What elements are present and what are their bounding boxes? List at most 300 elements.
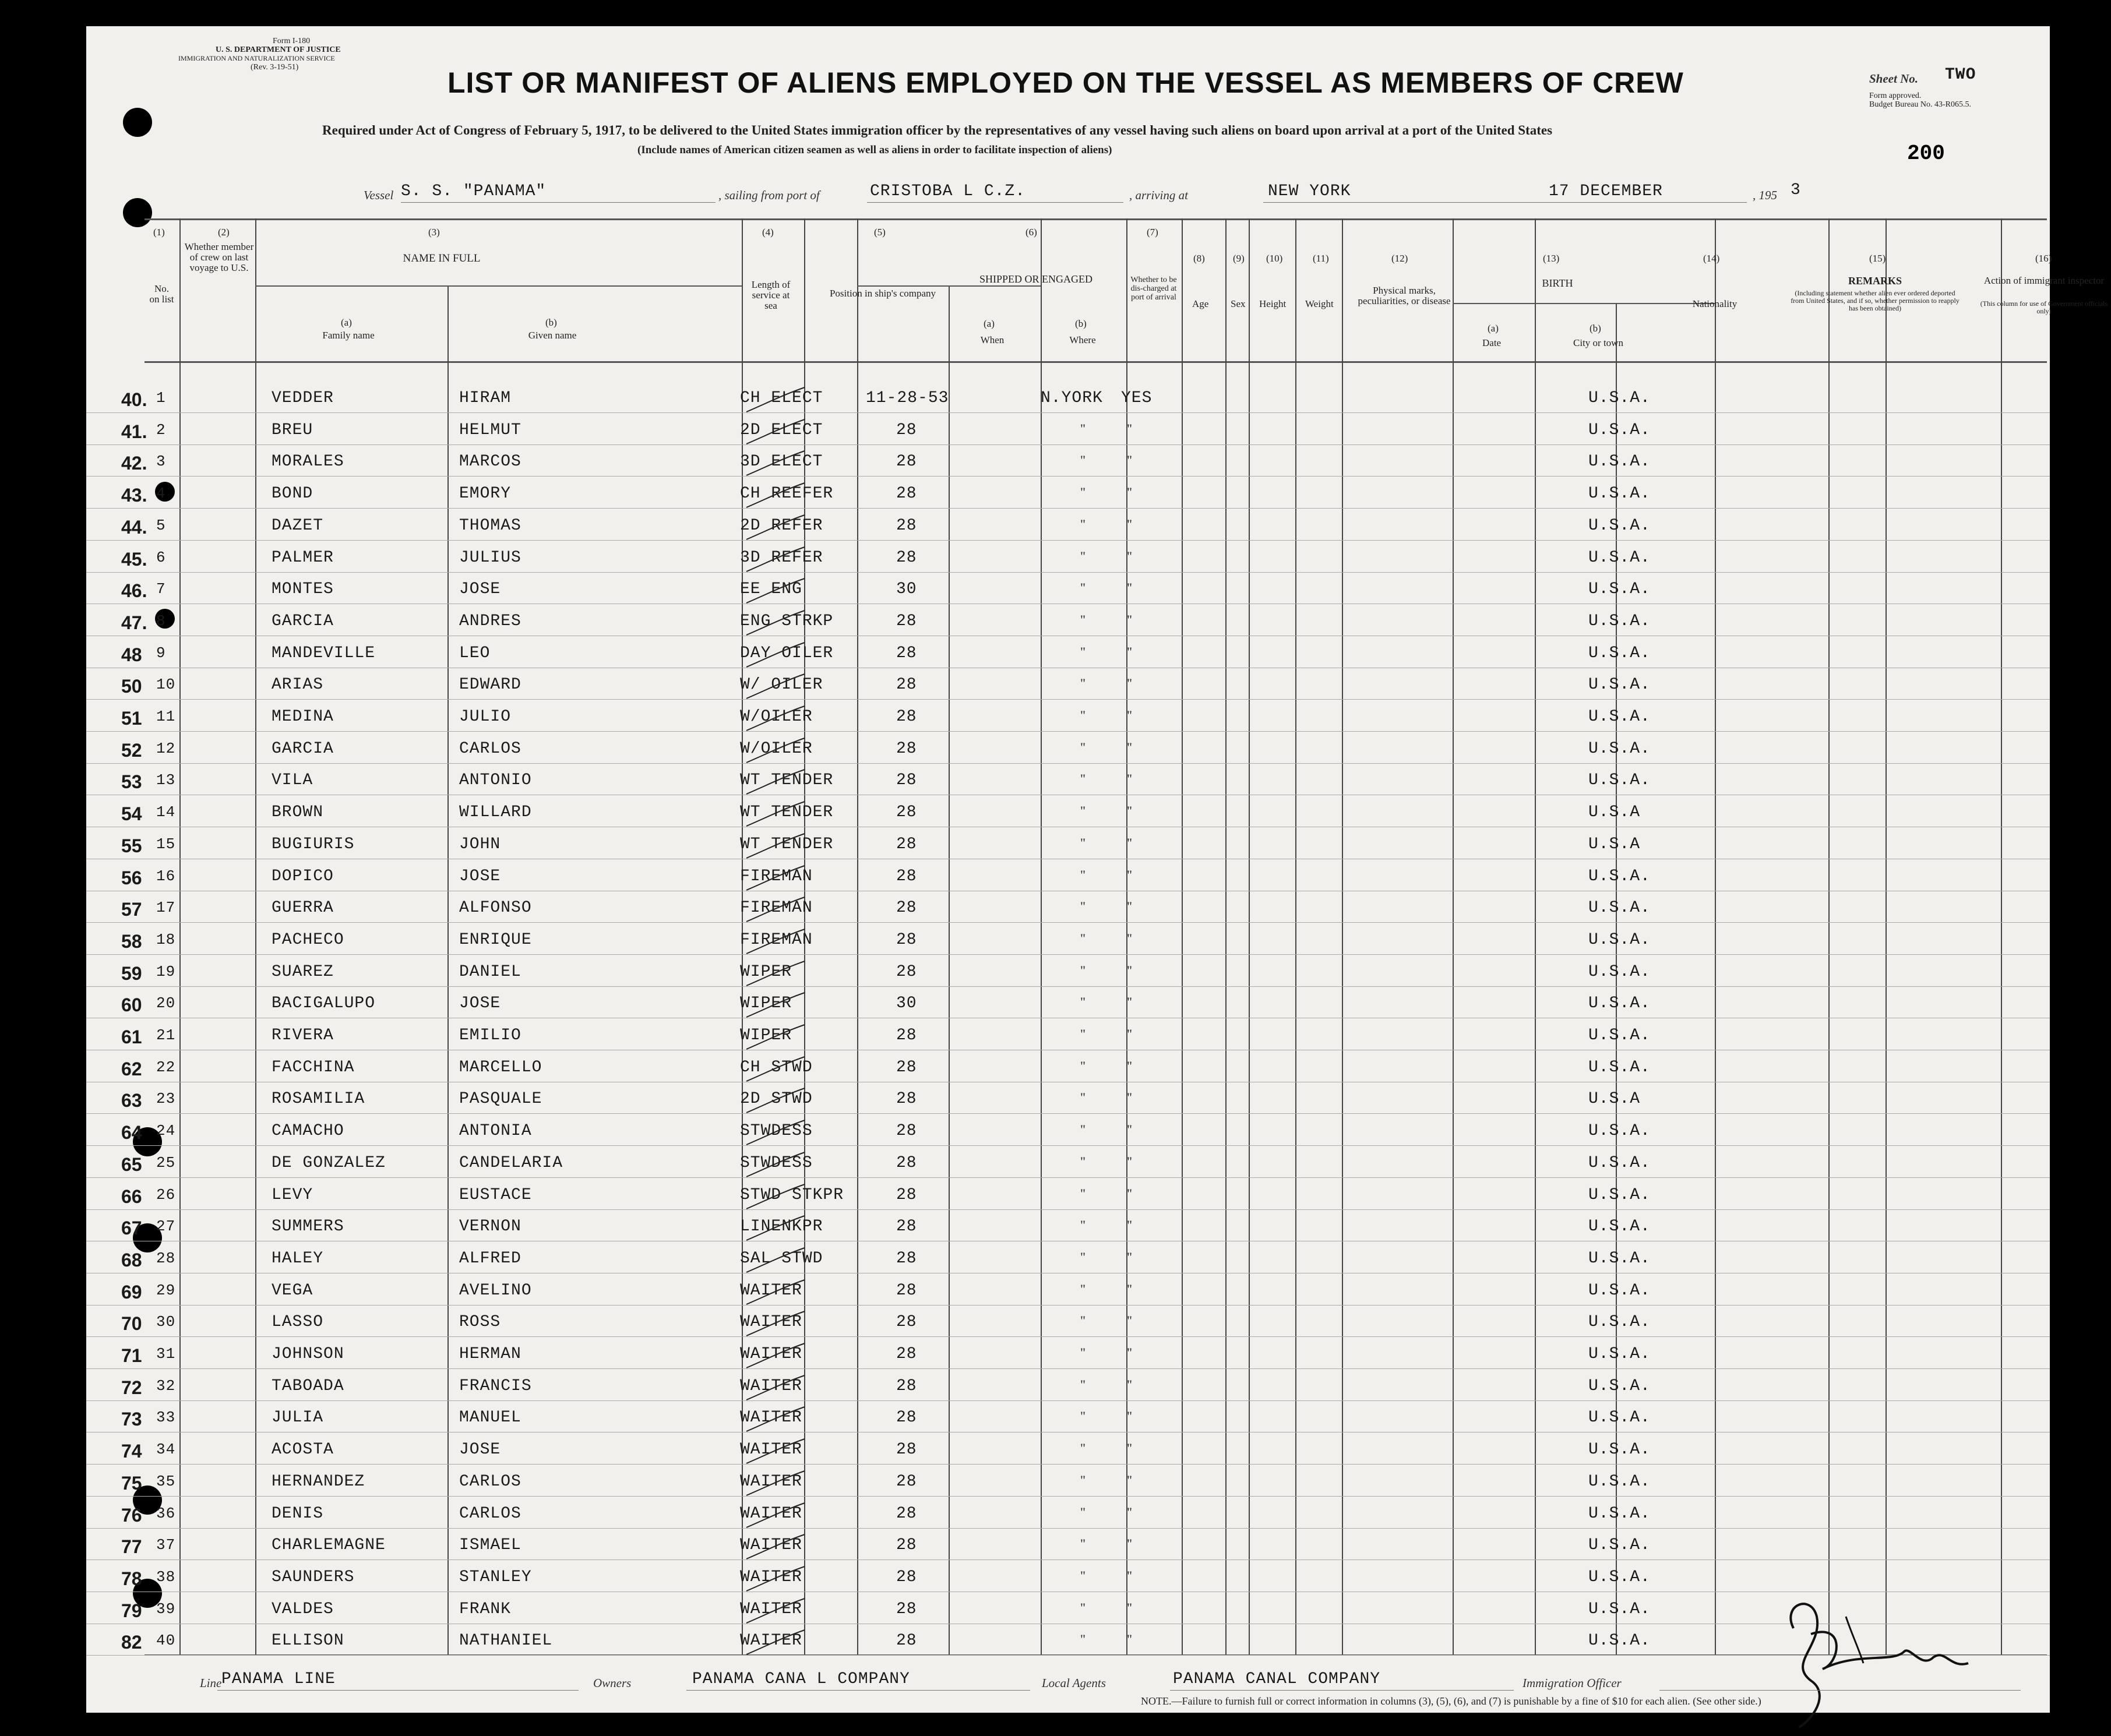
margin-number: 77: [121, 1536, 142, 1558]
shipped-where: ": [1080, 612, 1086, 627]
margin-number: 68: [121, 1249, 142, 1271]
footer-owners-label: Owners: [593, 1676, 632, 1690]
margin-number: 59: [121, 962, 142, 984]
given-name: ISMAEL: [459, 1536, 521, 1555]
margin-number: 55: [121, 835, 142, 856]
shipped-where: ": [1080, 1536, 1086, 1551]
shipped-where: ": [1080, 803, 1086, 818]
position: FIREMAN: [740, 899, 813, 918]
shipped-when: 28: [896, 676, 917, 694]
service-tick-mark: [743, 1628, 808, 1657]
discharged: ": [1127, 1058, 1132, 1073]
shipped-when: 28: [896, 1185, 917, 1204]
col6b-label: Where: [1069, 334, 1096, 345]
position: WAITER: [740, 1536, 802, 1555]
discharged: YES: [1121, 389, 1153, 407]
nationality: U.S.A.: [1588, 962, 1651, 981]
margin-number: 70: [121, 1313, 142, 1335]
service-tick-mark: [743, 545, 808, 574]
nationality: U.S.A.: [1588, 485, 1651, 503]
position: 2D STWD: [740, 1090, 813, 1109]
given-name: ANDRES: [459, 612, 521, 630]
list-number: 39: [156, 1600, 176, 1618]
given-name: ALFRED: [459, 1249, 521, 1268]
family-name: CHARLEMAGNE: [272, 1536, 386, 1555]
list-number: 17: [156, 899, 176, 917]
family-name: LEVY: [272, 1185, 313, 1204]
shipped-where: ": [1080, 421, 1086, 436]
arrival-date: 17 DECEMBER: [1549, 182, 1663, 200]
service-tick-mark: [743, 927, 808, 957]
discharged: ": [1127, 739, 1132, 754]
shipped-where: ": [1080, 548, 1086, 563]
margin-number: 62: [121, 1058, 142, 1079]
nationality: U.S.A.: [1588, 1313, 1651, 1332]
list-number: 7: [156, 580, 166, 598]
form-rev: (Rev. 3-19-51): [251, 63, 299, 72]
position: WAITER: [740, 1441, 802, 1459]
family-name: VEGA: [272, 1281, 313, 1300]
col2-num: (2): [218, 227, 230, 238]
shipped-when: 28: [896, 1249, 917, 1268]
shipped-where: ": [1080, 1026, 1086, 1041]
margin-number: 43.: [121, 485, 147, 506]
sheet-number: TWO: [1945, 66, 1976, 84]
shipped-when: 28: [896, 1441, 917, 1459]
col10-num: (10): [1266, 253, 1283, 264]
shipped-when: 28: [896, 962, 917, 981]
col13-num: (13): [1543, 253, 1560, 264]
service-tick-mark: [743, 1086, 808, 1116]
shipped-where: ": [1080, 835, 1086, 850]
family-name: BROWN: [272, 803, 324, 822]
shipped-when: 28: [896, 1472, 917, 1491]
discharged: ": [1127, 1153, 1132, 1169]
family-name: PACHECO: [272, 930, 344, 949]
col1-label: No. on list: [149, 283, 174, 305]
discharged: ": [1127, 1090, 1132, 1105]
nationality: U.S.A: [1588, 803, 1641, 822]
position: WAITER: [740, 1409, 802, 1427]
shipped-when: 28: [896, 1409, 917, 1427]
position: WAITER: [740, 1281, 802, 1300]
col7-label: Whether to be dis-charged at port of arrival: [1130, 276, 1177, 302]
position: WAITER: [740, 1568, 802, 1586]
shipped-when: 28: [896, 1058, 917, 1077]
punch-hole: [123, 198, 152, 227]
given-name: JOSE: [459, 867, 501, 885]
footer-agents: PANAMA CANAL COMPANY: [1173, 1670, 1381, 1688]
service-tick-mark: [743, 449, 808, 478]
shipped-when: 28: [896, 1281, 917, 1300]
manifest-sheet: [86, 26, 2108, 1713]
col8-label: Age: [1192, 298, 1209, 309]
discharged: ": [1127, 485, 1132, 500]
subtitle: Required under Act of Congress of February 5, 1917, to be delivered to the United States immigration officer by the representatives of any vessel having such aliens on board upon arrival at a port of the United States: [322, 123, 1553, 137]
service-tick-mark: [743, 481, 808, 510]
nationality: U.S.A: [1588, 1090, 1641, 1109]
margin-number: 45.: [121, 548, 147, 570]
position: W/OILER: [740, 708, 813, 726]
position: 2D ELECT: [740, 421, 823, 439]
shipped-when: 28: [896, 771, 917, 790]
nationality: U.S.A.: [1588, 1568, 1651, 1586]
discharged: ": [1127, 644, 1132, 659]
given-name: ALFONSO: [459, 899, 532, 918]
service-tick-mark: [743, 1597, 808, 1626]
list-number: 8: [156, 612, 166, 630]
family-name: BREU: [272, 421, 313, 439]
list-number: 29: [156, 1281, 176, 1299]
service-tick-mark: [743, 641, 808, 670]
shipped-where: ": [1080, 485, 1086, 500]
service-tick-mark: [743, 1342, 808, 1371]
list-number: 3: [156, 453, 166, 471]
position: STWDESS: [740, 1153, 813, 1172]
footer-line-label: Line: [200, 1676, 222, 1690]
margin-number: 66: [121, 1185, 142, 1207]
arriving-label: , arriving at: [1129, 188, 1188, 202]
service-tick-mark: [743, 386, 808, 415]
margin-number: 53: [121, 771, 142, 793]
col13a-label: Date: [1482, 337, 1502, 348]
discharged: ": [1127, 1441, 1132, 1456]
list-number: 33: [156, 1409, 176, 1427]
col15-note: (Including statement whether alien ever ordered deported from United States, and if so, whether permission to reapply has been obtained): [1791, 289, 1960, 312]
family-name: MEDINA: [272, 708, 334, 726]
family-name: GARCIA: [272, 739, 334, 758]
shipped-where: ": [1080, 1185, 1086, 1201]
service-tick-mark: [743, 577, 808, 606]
list-number: 13: [156, 771, 176, 789]
nationality: U.S.A.: [1588, 1153, 1651, 1172]
col4-num: (4): [762, 227, 774, 238]
vessel-name: S. S. "PANAMA": [401, 182, 547, 200]
col10-label: Height: [1259, 298, 1287, 309]
shipped-where: ": [1080, 1249, 1086, 1264]
service-tick-mark: [743, 1501, 808, 1530]
given-name: ANTONIA: [459, 1122, 532, 1141]
nationality: U.S.A.: [1588, 580, 1651, 599]
discharged: ": [1127, 1218, 1132, 1233]
col6a-label: When: [980, 334, 1005, 345]
nationality: U.S.A.: [1588, 1058, 1651, 1077]
list-number: 12: [156, 739, 176, 757]
shipped-where: ": [1080, 1409, 1086, 1424]
margin-number: 82: [121, 1632, 142, 1653]
position: SAL STWD: [740, 1249, 823, 1268]
position: W/ OILER: [740, 676, 823, 694]
page-title: LIST OR MANIFEST OF ALIENS EMPLOYED ON THE VESSEL AS MEMBERS OF CREW: [447, 66, 1684, 99]
shipped-where: ": [1080, 1058, 1086, 1073]
position: WAITER: [740, 1504, 802, 1523]
shipped-where: ": [1080, 676, 1086, 691]
nationality: U.S.A.: [1588, 453, 1651, 471]
discharged: ": [1127, 1377, 1132, 1392]
service-tick-mark: [743, 1151, 808, 1180]
given-name: HIRAM: [459, 389, 512, 407]
discharged: ": [1127, 1122, 1132, 1137]
shipped-where: ": [1080, 1632, 1086, 1647]
shipped-when: 28: [896, 1122, 917, 1141]
discharged: ": [1127, 1345, 1132, 1360]
col14-label: Nationality: [1692, 298, 1738, 309]
sheet-label: Sheet No.: [1869, 72, 1918, 86]
margin-number: 40.: [121, 389, 147, 410]
form-approved: Form approved.: [1869, 91, 1922, 100]
col6-label: SHIPPED OR ENGAGED: [979, 273, 1092, 285]
discharged: ": [1127, 1409, 1132, 1424]
budget-bureau: Budget Bureau No. 43-R065.5.: [1869, 100, 1971, 109]
shipped-when: 28: [896, 1218, 917, 1236]
footer-owners: PANAMA CANA L COMPANY: [692, 1670, 910, 1688]
shipped-when: 28: [896, 612, 917, 630]
position: WAITER: [740, 1377, 802, 1395]
discharged: ": [1127, 1536, 1132, 1551]
list-number: 9: [156, 644, 166, 662]
family-name: GUERRA: [272, 899, 334, 918]
list-number: 36: [156, 1504, 176, 1522]
shipped-where: ": [1080, 930, 1086, 945]
margin-number: 78: [121, 1568, 142, 1589]
given-name: FRANK: [459, 1600, 512, 1618]
position: WT TENDER: [740, 771, 834, 790]
given-name: MANUEL: [459, 1409, 521, 1427]
col8-num: (8): [1193, 253, 1205, 264]
nationality: U.S.A.: [1588, 548, 1651, 567]
list-number: 34: [156, 1441, 176, 1459]
shipped-where: ": [1080, 1441, 1086, 1456]
service-tick-mark: [743, 513, 808, 542]
service-tick-mark: [743, 1565, 808, 1594]
shipped-when: 30: [896, 580, 917, 599]
position: WIPER: [740, 962, 792, 981]
margin-number: 44.: [121, 516, 147, 538]
given-name: ANTONIO: [459, 771, 532, 790]
year-suffix: 3: [1791, 181, 1801, 199]
col16-num: (16): [2035, 253, 2052, 264]
position: WT TENDER: [740, 835, 834, 853]
list-number: 27: [156, 1218, 176, 1236]
service-tick-mark: [743, 736, 808, 765]
family-name: VEDDER: [272, 389, 334, 407]
col5-label: Position in ship's company: [829, 288, 936, 299]
family-name: HALEY: [272, 1249, 324, 1268]
margin-number: 69: [121, 1281, 142, 1303]
col13b-num: (b): [1590, 323, 1601, 334]
shipped-when: 28: [896, 899, 917, 918]
list-number: 6: [156, 548, 166, 566]
shipped-when: 28: [896, 1536, 917, 1555]
discharged: ": [1127, 1185, 1132, 1201]
col15-num: (15): [1869, 253, 1886, 264]
position: FIREMAN: [740, 867, 813, 885]
margin-number: 64: [121, 1122, 142, 1144]
nationality: U.S.A.: [1588, 1249, 1651, 1268]
col1-num: (1): [153, 227, 165, 238]
family-name: VALDES: [272, 1600, 334, 1618]
family-name: MANDEVILLE: [272, 644, 376, 662]
nationality: U.S.A.: [1588, 1281, 1651, 1300]
col3-num: (3): [428, 227, 440, 238]
given-name: THOMAS: [459, 516, 521, 535]
shipped-when: 28: [896, 453, 917, 471]
given-name: STANLEY: [459, 1568, 532, 1586]
discharged: ": [1127, 803, 1132, 818]
vessel-label: Vessel: [364, 188, 394, 202]
shipped-when: 28: [896, 1026, 917, 1045]
service-tick-mark: [743, 832, 808, 861]
position: CH ELECT: [740, 389, 823, 407]
nationality: U.S.A.: [1588, 1122, 1651, 1141]
shipped-where: N.YORK: [1041, 389, 1103, 407]
nationality: U.S.A.: [1588, 1504, 1651, 1523]
nationality: U.S.A.: [1588, 1218, 1651, 1236]
given-name: JOSE: [459, 1441, 501, 1459]
position: FIREMAN: [740, 930, 813, 949]
shipped-when: 28: [896, 485, 917, 503]
given-name: EMORY: [459, 485, 512, 503]
position: WAITER: [740, 1472, 802, 1491]
punch-hole: [123, 108, 152, 137]
given-name: JULIO: [459, 708, 512, 726]
family-name: JOHNSON: [272, 1345, 344, 1363]
position: STWDESS: [740, 1122, 813, 1141]
shipped-when: 28: [896, 739, 917, 758]
list-number: 37: [156, 1536, 176, 1554]
discharged: ": [1127, 516, 1132, 531]
nationality: U.S.A.: [1588, 421, 1651, 439]
service-tick-mark: [743, 768, 808, 797]
given-name: HERMAN: [459, 1345, 521, 1363]
service-tick-mark: [743, 991, 808, 1020]
shipped-where: ": [1080, 867, 1086, 882]
footer-line: PANAMA LINE: [221, 1670, 336, 1688]
shipped-when: 30: [896, 994, 917, 1013]
shipped-where: ": [1080, 1568, 1086, 1583]
margin-number: 54: [121, 803, 142, 825]
shipped-when: 28: [896, 644, 917, 662]
sailing-label: , sailing from port of: [718, 188, 820, 202]
family-name: DOPICO: [272, 867, 334, 885]
position: CH REEFER: [740, 485, 834, 503]
margin-number: 61: [121, 1026, 142, 1047]
margin-number: 65: [121, 1153, 142, 1175]
list-number: 2: [156, 421, 166, 439]
col11-label: Weight: [1305, 298, 1334, 309]
family-name: DE GONZALEZ: [272, 1153, 386, 1172]
shipped-where: ": [1080, 453, 1086, 468]
family-name: BOND: [272, 485, 313, 503]
given-name: MARCOS: [459, 453, 521, 471]
shipped-where: ": [1080, 1218, 1086, 1233]
family-name: LASSO: [272, 1313, 324, 1332]
col6b-num: (b): [1075, 318, 1087, 329]
shipped-where: ": [1080, 580, 1086, 595]
position: EE ENG: [740, 580, 802, 599]
position: 2D REFER: [740, 516, 823, 535]
shipped-when: 28: [896, 421, 917, 439]
discharged: ": [1127, 1632, 1132, 1647]
margin-number: 72: [121, 1377, 142, 1398]
given-name: EMILIO: [459, 1026, 521, 1045]
nationality: U.S.A.: [1588, 1185, 1651, 1204]
margin-number: 74: [121, 1441, 142, 1462]
list-number: 19: [156, 962, 176, 980]
position: WAITER: [740, 1313, 802, 1332]
service-tick-mark: [743, 1214, 808, 1243]
shipped-where: ": [1080, 1345, 1086, 1360]
discharged: ": [1127, 1600, 1132, 1615]
col3-label: NAME IN FULL: [403, 252, 481, 264]
nationality: U.S.A.: [1588, 708, 1651, 726]
discharged: ": [1127, 1568, 1132, 1583]
service-tick-mark: [743, 672, 808, 701]
sailing-port: CRISTOBA L C.Z.: [870, 182, 1026, 200]
service-tick-mark: [743, 800, 808, 829]
family-name: SAUNDERS: [272, 1568, 355, 1586]
service-tick-mark: [743, 1405, 808, 1434]
family-name: BUGIURIS: [272, 835, 355, 853]
nationality: U.S.A.: [1588, 612, 1651, 630]
shipped-when: 28: [896, 1377, 917, 1395]
margin-number: 73: [121, 1409, 142, 1430]
margin-number: 57: [121, 899, 142, 920]
position: 3D ELECT: [740, 453, 823, 471]
discharged: ": [1127, 994, 1132, 1010]
list-number: 20: [156, 994, 176, 1012]
col16-note: (This column for use of Government officials only): [1980, 299, 2108, 315]
given-name: CARLOS: [459, 1472, 521, 1491]
discharged: ": [1127, 1281, 1132, 1296]
position: 3D REFER: [740, 548, 823, 567]
list-number: 32: [156, 1377, 176, 1395]
col3b-num: (b): [545, 317, 557, 328]
discharged: ": [1127, 835, 1132, 850]
position: WAITER: [740, 1600, 802, 1618]
list-number: 24: [156, 1122, 176, 1140]
list-number: 38: [156, 1568, 176, 1586]
position: ENG STRKP: [740, 612, 834, 630]
list-number: 16: [156, 867, 176, 885]
nationality: U.S.A.: [1588, 1536, 1651, 1555]
nationality: U.S.A.: [1588, 389, 1651, 407]
margin-number: 58: [121, 930, 142, 952]
shipped-when: 28: [896, 867, 917, 885]
given-name: CARLOS: [459, 739, 521, 758]
list-number: 40: [156, 1632, 176, 1650]
discharged: ": [1127, 899, 1132, 914]
service-tick-mark: [743, 1023, 808, 1052]
nationality: U.S.A.: [1588, 1441, 1651, 1459]
service-tick-mark: [743, 704, 808, 733]
shipped-when: 28: [896, 1090, 917, 1109]
shipped-where: ": [1080, 1504, 1086, 1519]
family-name: PALMER: [272, 548, 334, 567]
subtitle-note: (Include names of American citizen seamen as well as aliens in order to facilitate inspection of aliens): [637, 144, 1112, 156]
form-number: Form I-180: [273, 37, 311, 45]
family-name: DAZET: [272, 516, 324, 535]
discharged: ": [1127, 1472, 1132, 1487]
margin-number: 79: [121, 1600, 142, 1621]
col3a-label: Family name: [322, 330, 375, 341]
list-number: 10: [156, 676, 176, 694]
service-tick-mark: [743, 609, 808, 638]
shipped-where: ": [1080, 1153, 1086, 1169]
family-name: ACOSTA: [272, 1441, 334, 1459]
shipped-where: ": [1080, 994, 1086, 1010]
officer-signature: [1776, 1582, 1986, 1733]
